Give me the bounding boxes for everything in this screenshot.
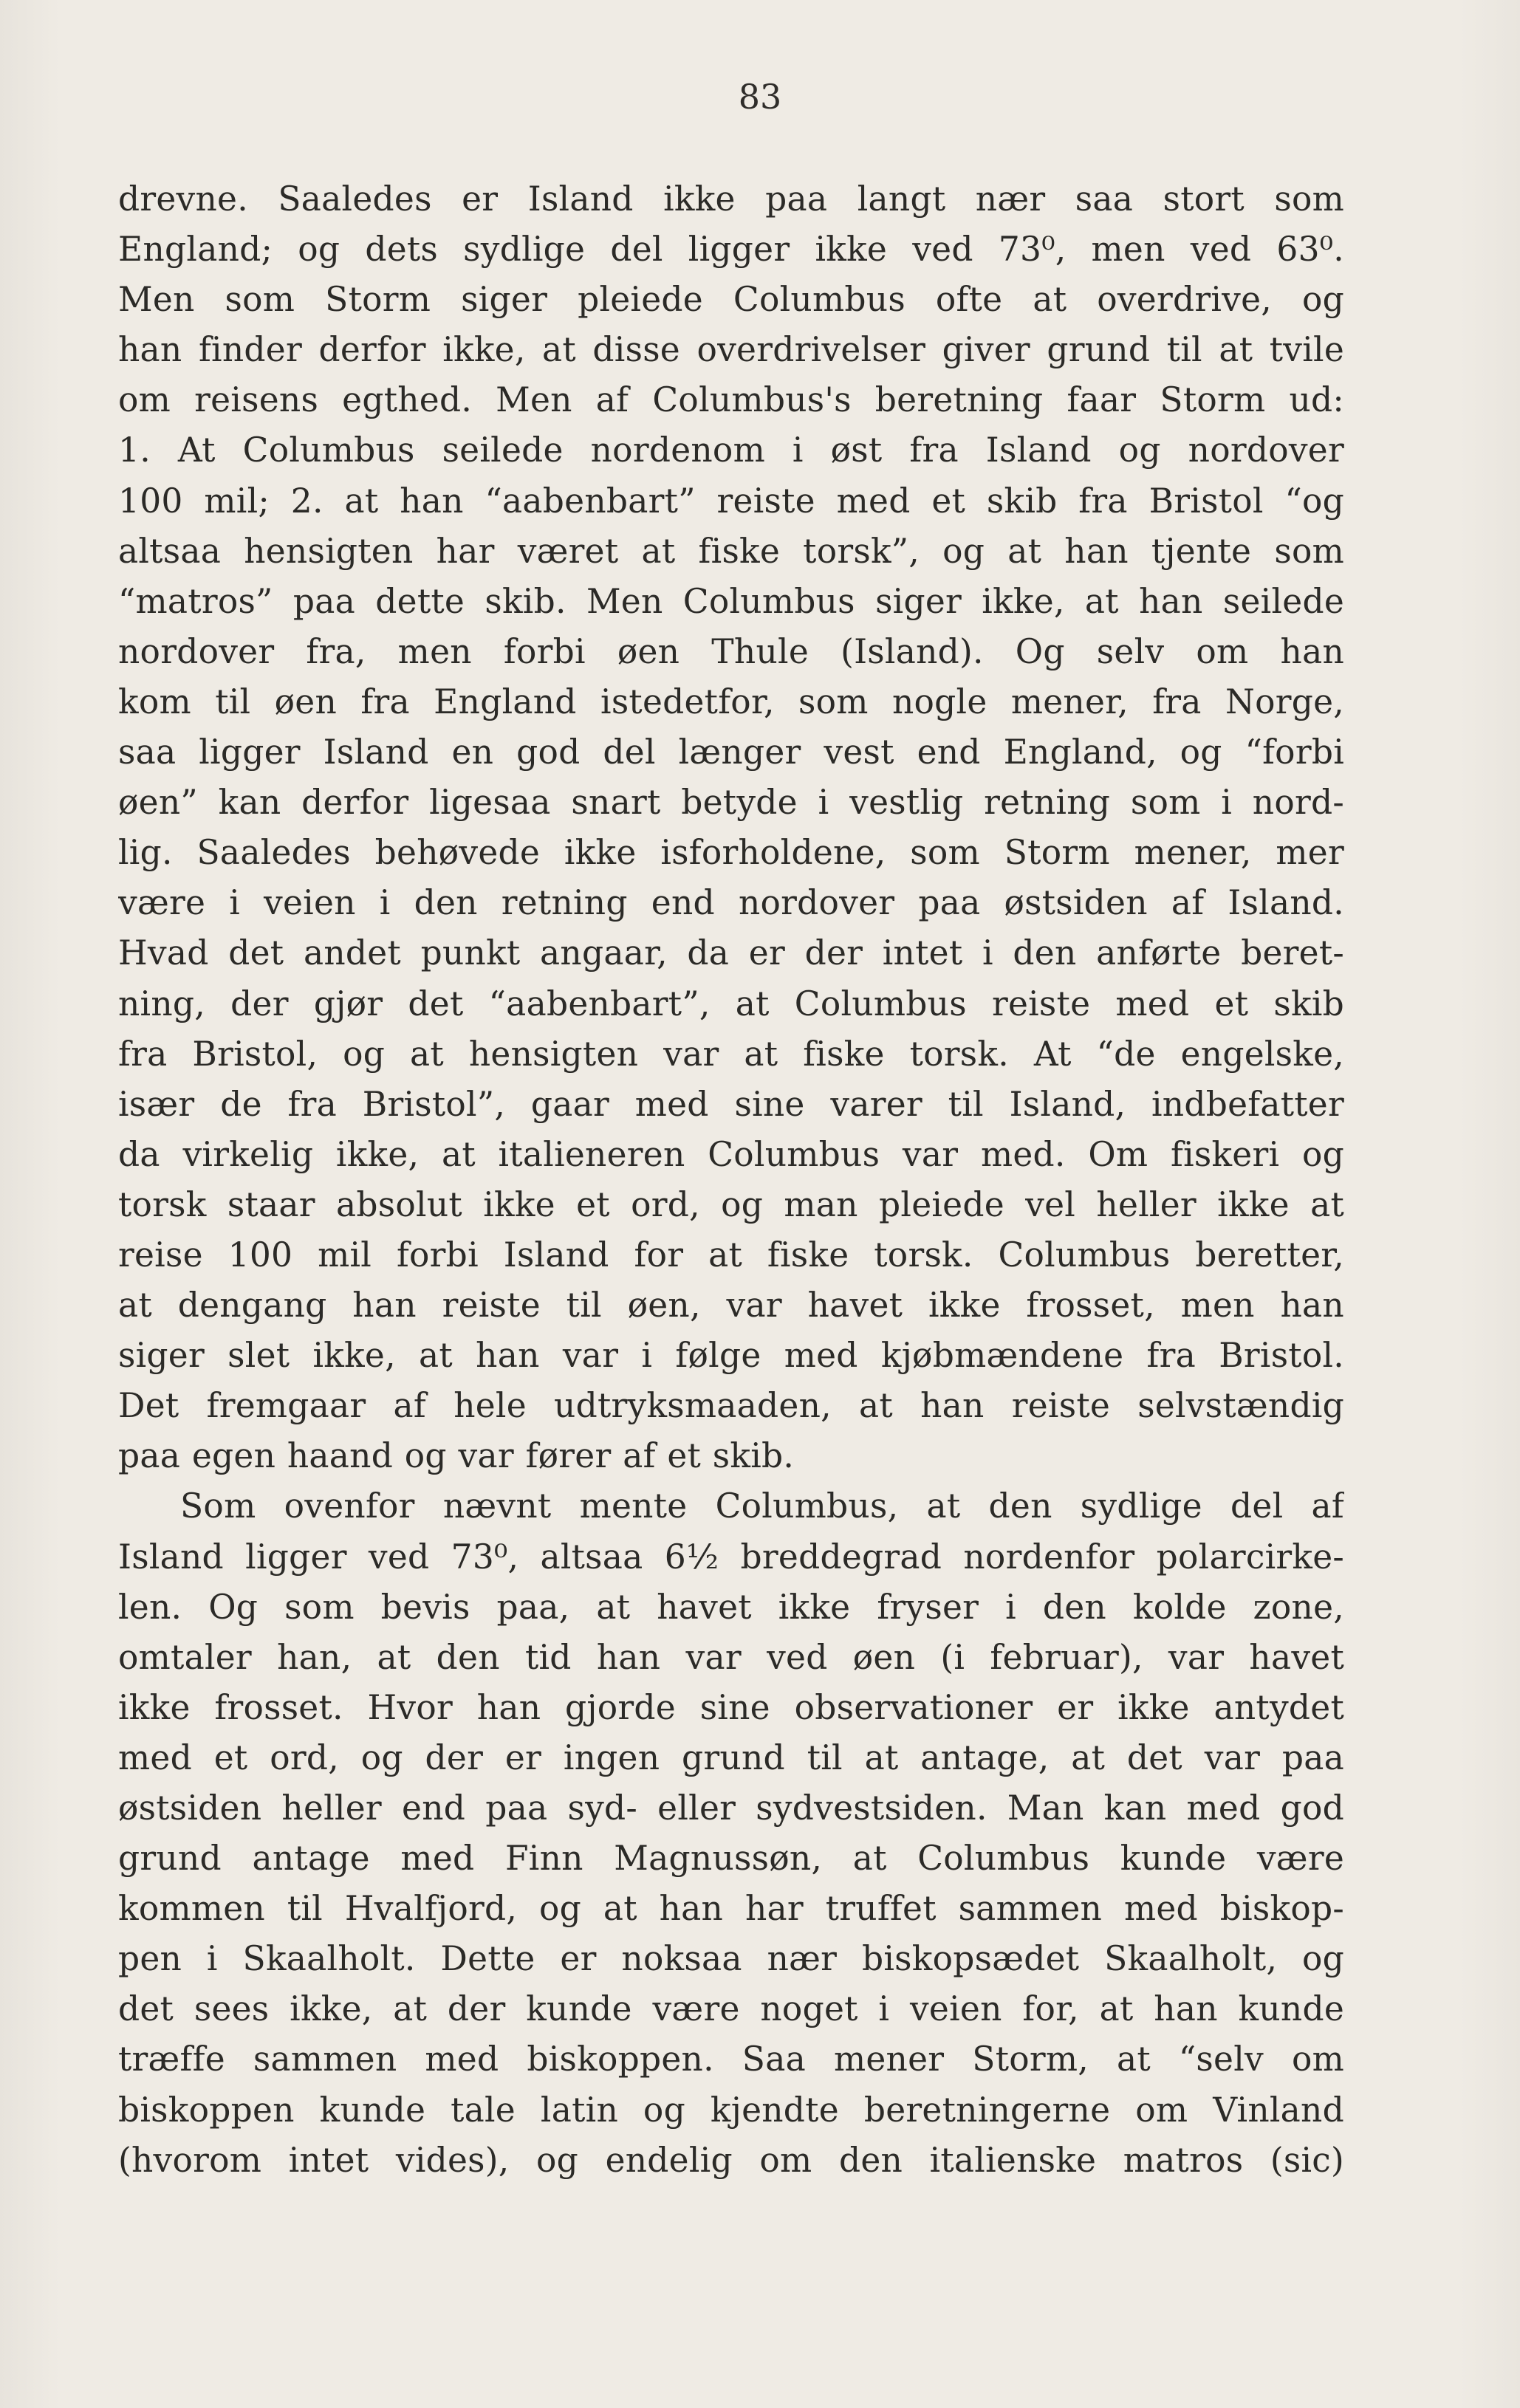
text-line: at dengang han reiste til øen, var havet ikke frosset, men han <box>118 1286 1344 1325</box>
body-text <box>118 174 1344 2186</box>
text-line: med et ord, og der er ingen grund til at antage, at det var paa <box>118 1738 1344 1777</box>
text-line: være i veien i den retning end nordover paa østsiden af Island. <box>118 883 1344 923</box>
text-line: 1. At Columbus seilede nordenom i øst fra Island og nordover <box>118 431 1344 470</box>
text-line: saa ligger Island en god del længer vest end England, og “forbi <box>118 733 1344 772</box>
text-line: træffe sammen med biskoppen. Saa mener Storm, at “selv om <box>118 2040 1344 2079</box>
text-line: Hvad det andet punkt angaar, da er der intet i den anførte beret- <box>118 933 1344 973</box>
text-line: især de fra Bristol”, gaar med sine varer til Island, indbefatter <box>118 1084 1344 1124</box>
text-line: 100 mil; 2. at han “aabenbart” reiste med et skib fra Bristol “og <box>118 481 1344 521</box>
page-number: 83 <box>738 77 782 117</box>
text-line: ning, der gjør det “aabenbart”, at Columbus reiste med et skib <box>118 984 1344 1023</box>
text-line: len. Og som bevis paa, at havet ikke fryser i den kolde zone, <box>118 1587 1344 1627</box>
paragraph-start-line: Som ovenfor nævnt mente Columbus, at den sydlige del af <box>180 1486 1344 1526</box>
text-line: altsaa hensigten har været at fiske torsk”, og at han tjente som <box>118 531 1344 571</box>
text-line: Det fremgaar af hele udtryksmaaden, at han reiste selvstændig <box>118 1386 1344 1426</box>
text-line: han finder derfor ikke, at disse overdrivelser giver grund til at tvile <box>118 330 1344 370</box>
text-line: drevne. Saaledes er Island ikke paa langt nær saa stort som <box>118 179 1344 219</box>
text-line: England; og dets sydlige del ligger ikke ved 73⁰, men ved 63⁰. <box>118 230 1344 270</box>
text-line: ikke frosset. Hvor han gjorde sine observationer er ikke antydet <box>118 1687 1344 1727</box>
text-line: fra Bristol, og at hensigten var at fiske torsk. At “de engelske, <box>118 1034 1344 1074</box>
text-line: da virkelig ikke, at italieneren Columbus var med. Om fiskeri og <box>118 1134 1344 1174</box>
text-line: lig. Saaledes behøvede ikke isforholdene, som Storm mener, mer <box>118 833 1344 873</box>
text-line: om reisens egthed. Men af Columbus's beretning faar Storm ud: <box>118 380 1344 420</box>
text-line: paa egen haand og var fører af et skib. <box>118 1436 795 1476</box>
text-line: Men som Storm siger pleiede Columbus ofte at overdrive, og <box>118 280 1344 320</box>
text-line: siger slet ikke, at han var i følge med kjøbmændene fra Bristol. <box>118 1336 1344 1376</box>
text-line: “matros” paa dette skib. Men Columbus siger ikke, at han seilede <box>118 581 1344 621</box>
text-line: omtaler han, at den tid han var ved øen (i februar), var havet <box>118 1637 1344 1677</box>
text-line: det sees ikke, at der kunde være noget i veien for, at han kunde <box>118 1989 1344 2029</box>
text-line: biskoppen kunde tale latin og kjendte beretningerne om Vinland <box>118 2090 1344 2130</box>
text-line: øen” kan derfor ligesaa snart betyde i vestlig retning som i nord- <box>118 783 1344 823</box>
text-line: kommen til Hvalfjord, og at han har truffet sammen med biskop- <box>118 1889 1344 1929</box>
text-line: Island ligger ved 73⁰, altsaa 6½ breddegrad nordenfor polarcirke- <box>118 1537 1344 1577</box>
text-line: grund antage med Finn Magnussøn, at Columbus kunde være <box>118 1839 1344 1879</box>
text-line: kom til øen fra England istedetfor, som nogle mener, fra Norge, <box>118 682 1344 721</box>
text-line: torsk staar absolut ikke et ord, og man pleiede vel heller ikke at <box>118 1184 1344 1224</box>
text-line: (hvorom intet vides), og endelig om den italienske matros (sic) <box>118 2140 1344 2180</box>
text-line: pen i Skaalholt. Dette er noksaa nær biskopsædet Skaalholt, og <box>118 1939 1344 1979</box>
text-line: reise 100 mil forbi Island for at fiske torsk. Columbus beretter, <box>118 1235 1344 1275</box>
text-line: nordover fra, men forbi øen Thule (Island). Og selv om han <box>118 631 1344 671</box>
text-line: østsiden heller end paa syd- eller sydvestsiden. Man kan med god <box>118 1788 1344 1828</box>
